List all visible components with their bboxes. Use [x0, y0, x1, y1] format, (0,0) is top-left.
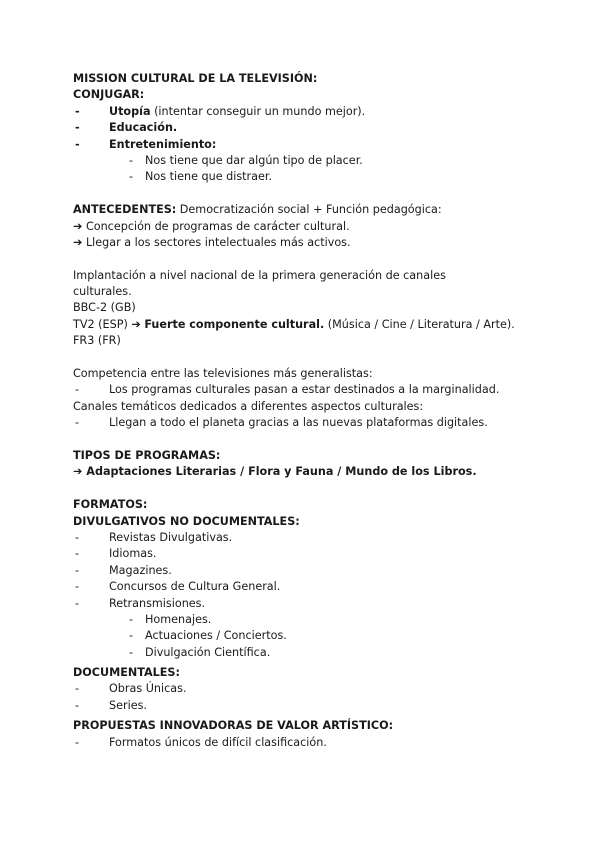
list-item: - Los programas culturales pasan a estar destinados a la marginalidad.	[73, 382, 543, 398]
list-item: - Utopía (intentar conseguir un mundo mejor).	[73, 104, 543, 120]
paragraph-line: Canales temáticos dedicados a diferentes aspectos culturales:	[73, 399, 424, 413]
arrow-item: ➔ Concepción de programas de carácter cultural.	[73, 219, 350, 233]
arrow-item: ➔ Adaptaciones Literarias / Flora y Fauna / Mundo de los Libros.	[73, 465, 477, 479]
antecedentes-line: ANTECEDENTES: Democratización social + Función pedagógica:	[73, 203, 442, 217]
formatos-title: FORMATOS:	[73, 498, 148, 512]
list-item: - Series.	[73, 698, 543, 714]
arrow-icon: ➔	[131, 317, 141, 331]
list-item: - Llegan a todo el planeta gracias a las nuevas plataformas digitales.	[73, 415, 543, 431]
sub-list-item: - Divulgación Científica.	[73, 645, 543, 661]
sub-list-item: - Actuaciones / Conciertos.	[73, 628, 543, 644]
list-item: - Formatos únicos de difícil clasificación.	[73, 735, 543, 751]
paragraph-line: culturales.	[73, 285, 132, 299]
divulgativos-title: DIVULGATIVOS NO DOCUMENTALES:	[73, 514, 300, 528]
arrow-icon: ➔	[73, 465, 83, 479]
document-page	[73, 71, 543, 751]
conjugar-title: CONJUGAR:	[73, 88, 145, 102]
arrow-item: ➔ Llegar a los sectores intelectuales más activos.	[73, 235, 351, 249]
list-item: - Revistas Divulgativas.	[73, 530, 543, 546]
arrow-icon: ➔	[73, 235, 83, 249]
list-item: - Obras Únicas.	[73, 681, 543, 697]
list-item: - Magazines.	[73, 563, 543, 579]
list-item: - Idiomas.	[73, 546, 543, 562]
list-item: - Retransmisiones.	[73, 596, 543, 612]
propuestas-title: PROPUESTAS INNOVADORAS DE VALOR ARTÍSTICO:	[73, 719, 394, 733]
channel-line: TV2 (ESP) ➔ Fuerte componente cultural. (Música / Cine / Literatura / Arte).	[73, 317, 515, 331]
tipos-title: TIPOS DE PROGRAMAS:	[73, 448, 221, 462]
sub-list-item: - Nos tiene que dar algún tipo de placer.	[73, 153, 543, 169]
list-item: - Concursos de Cultura General.	[73, 579, 543, 595]
page-heading: MISSION CULTURAL DE LA TELEVISIÓN:	[73, 72, 318, 85]
paragraph-line: Implantación a nivel nacional de la primera generación de canales	[73, 268, 446, 282]
channel-line: FR3 (FR)	[73, 334, 121, 348]
paragraph-line: Competencia entre las televisiones más generalistas:	[73, 367, 373, 381]
sub-list-item: - Nos tiene que distraer.	[73, 169, 543, 185]
arrow-icon: ➔	[73, 219, 83, 233]
list-item: - Educación.	[73, 120, 543, 136]
sub-list-item: - Homenajes.	[73, 612, 543, 628]
channel-line: BBC-2 (GB)	[73, 301, 136, 315]
list-item: - Entretenimiento:	[73, 137, 543, 153]
documentales-title: DOCUMENTALES:	[73, 666, 180, 680]
